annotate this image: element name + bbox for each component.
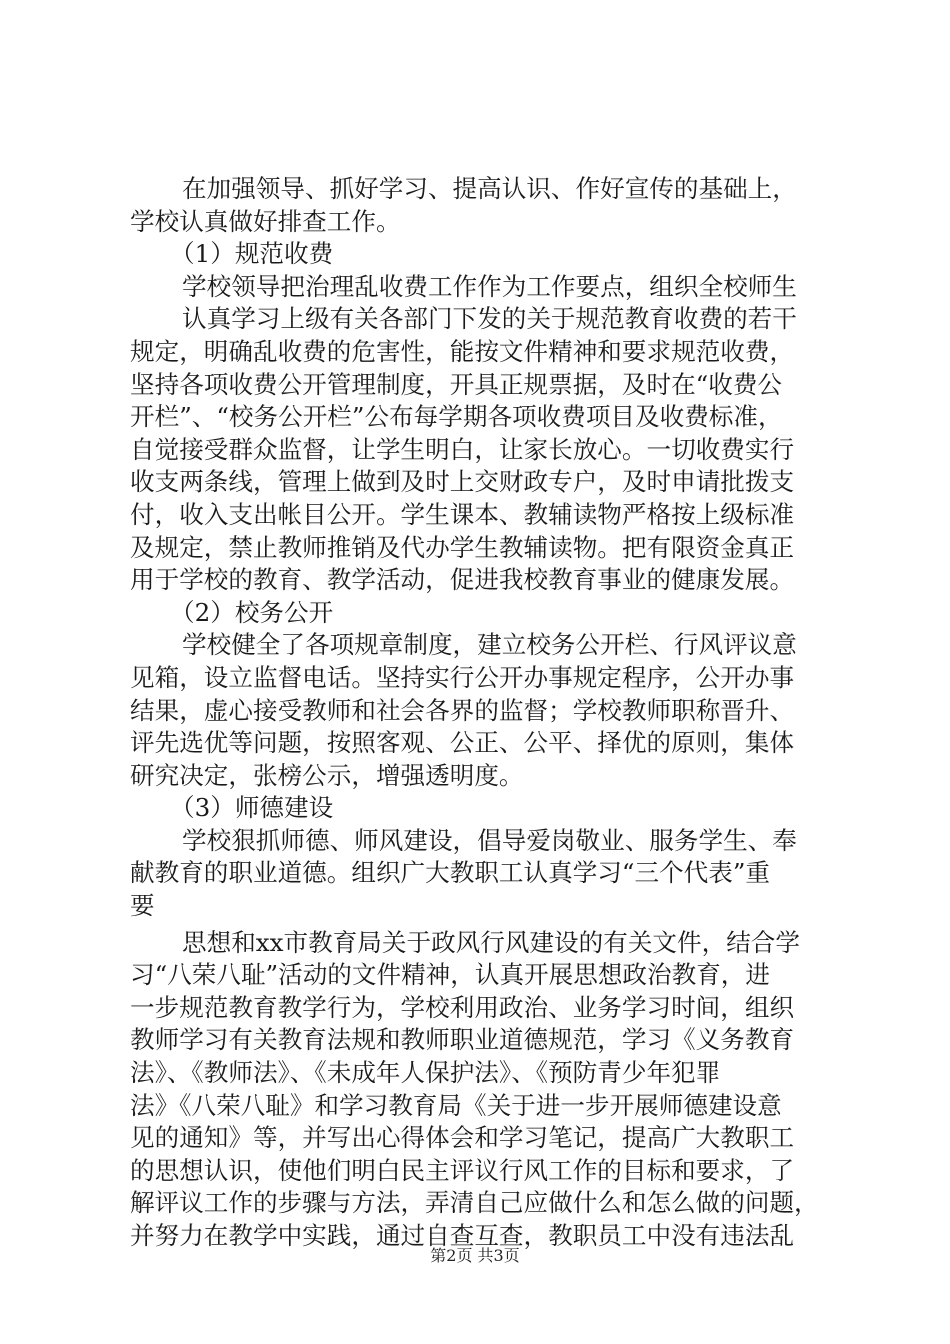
page-footer: 第2页 共3页 — [430, 1246, 520, 1265]
text-line: （2）校务公开 — [170, 597, 334, 627]
text-line: 一步规范教育教学行为，学校利用政治、业务学习时间，组织 — [130, 992, 795, 1022]
text-line: 收支两条线，管理上做到及时上交财政专户，及时申请批拨支 — [130, 467, 795, 497]
text-line: 习“八荣八耻”活动的文件精神，认真开展思想政治教育，进 — [130, 960, 770, 990]
text-line: 献教育的职业道德。组织广大教职工认真学习“三个代表”重 — [130, 858, 770, 888]
text-line: （3）师德建设 — [170, 793, 334, 823]
text-line: 法》《八荣八耻》和学习教育局《关于进一步开展师德建设意 — [130, 1090, 782, 1120]
text-line: 结果，虚心接受教师和社会各界的监督；学校教师职称晋升、 — [130, 695, 795, 725]
text-line: 评先选优等问题，按照客观、公正、公平、择优的原则，集体 — [130, 728, 795, 758]
text-line: 规定，明确乱收费的危害性，能按文件精神和要求规范收费， — [130, 336, 795, 366]
text-line: 的思想认识，使他们明白民主评议行风工作的目标和要求，了 — [130, 1155, 795, 1185]
text-line: 解评议工作的步骤与方法，弄清自己应做什么和怎么做的问题， — [130, 1188, 819, 1218]
text-line: 教师学习有关教育法规和教师职业道德规范，学习《义务教育 — [130, 1025, 795, 1055]
text-line: 法》、《教师法》、《未成年人保护法》、《预防青少年犯罪 — [130, 1058, 721, 1088]
text-line: 学校认真做好排查工作。 — [130, 206, 401, 236]
text-line: 并努力在教学中实践，通过自查互查，教职员工中没有违法乱 — [130, 1221, 795, 1250]
text-line: 见的通知》等，并写出心得体会和学习笔记，提高广大教职工 — [130, 1123, 795, 1153]
text-line: 及规定，禁止教师推销及代办学生教辅读物。把有限资金真正 — [130, 532, 795, 562]
text-line: 要 — [130, 891, 155, 921]
text-line: 坚持各项收费公开管理制度，开具正规票据，及时在“收费公 — [130, 369, 783, 399]
text-line: 研究决定，张榜公示，增强透明度。 — [130, 760, 524, 790]
text-line: 开栏”、“校务公开栏”公布每学期各项收费项目及收费标准， — [130, 402, 783, 432]
text-line: 自觉接受群众监督，让学生明白，让家长放心。一切收费实行 — [130, 434, 795, 464]
text-line: 学校狠抓师德、师风建设，倡导爱岗敬业、服务学生、奉 — [182, 825, 797, 855]
text-line: 付，收入支出帐目公开。学生课本、教辅读物严格按上级标准 — [130, 499, 795, 529]
text-line: 见箱，设立监督电话。坚持实行公开办事规定程序，公开办事 — [130, 662, 795, 692]
text-line: （1）规范收费 — [170, 239, 334, 269]
text-line: 用于学校的教育、教学活动，促进我校教育事业的健康发展。 — [130, 565, 795, 595]
text-line: 思想和xx市教育局关于政风行风建设的有关文件，结合学 — [182, 927, 800, 957]
text-line: 认真学习上级有关各部门下发的关于规范教育收费的若干 — [182, 304, 797, 334]
document-body — [130, 173, 830, 1253]
text-line: 学校健全了各项规章制度，建立校务公开栏、行风评议意 — [182, 630, 797, 660]
text-line: 在加强领导、抓好学习、提高认识、作好宣传的基础上， — [182, 174, 797, 203]
text-line: 学校领导把治理乱收费工作作为工作要点，组织全校师生 — [182, 271, 797, 301]
